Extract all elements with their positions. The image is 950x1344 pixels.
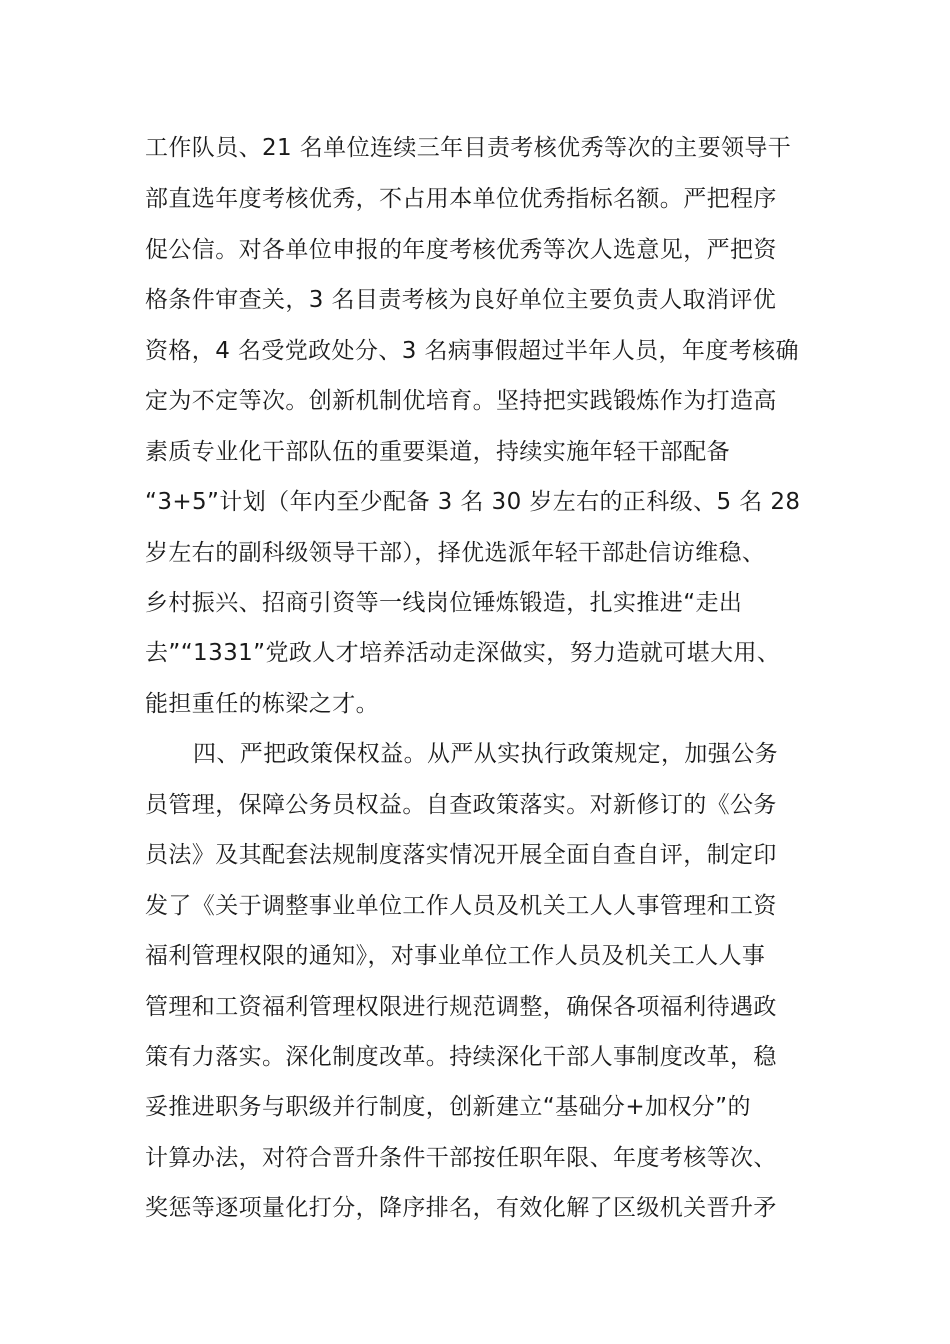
text-line-10: 乡村振兴、招商引资等一线岗位锤炼锻造，扎实推进“走出 — [145, 590, 743, 616]
text-line-18: 管理和工资福利管理权限进行规范调整，确保各项福利待遇政 — [145, 994, 777, 1020]
text-line-6: 定为不定等次。创新机制优培育。坚持把实践锻炼作为打造高 — [145, 388, 777, 414]
text-line-4: 格条件审查关，3 名目责考核为良好单位主要负责人取消评优 — [145, 287, 777, 313]
text-line-22: 奖惩等逐项量化打分，降序排名，有效化解了区级机关晋升矛 — [145, 1195, 777, 1221]
text-line-17: 福利管理权限的通知》，对事业单位工作人员及机关工人人事 — [145, 943, 766, 969]
text-line-7: 素质专业化干部队伍的重要渠道，持续实施年轻干部配备 — [145, 439, 730, 465]
text-line-16: 发了《关于调整事业单位工作人员及机关工人人事管理和工资 — [145, 893, 777, 919]
text-line-21: 计算办法，对符合晋升条件干部按任职年限、年度考核等次、 — [145, 1145, 777, 1171]
text-line-8: “3+5”计划（年内至少配备 3 名 30 岁左右的正科级、5 名 28 — [145, 489, 801, 515]
text-line-15: 员法》及其配套法规制度落实情况开展全面自查自评，制定印 — [145, 842, 777, 868]
text-line-5: 资格，4 名受党政处分、3 名病事假超过半年人员，年度考核确 — [145, 338, 799, 364]
text-line-11: 去”“1331”党政人才培养活动走深做实，努力造就可堪大用、 — [145, 640, 781, 666]
section-heading-line: 四、严把政策保权益。从严从实执行政策规定，加强公务 — [193, 741, 778, 767]
text-line-20: 妥推进职务与职级并行制度，创新建立“基础分+加权分”的 — [145, 1094, 751, 1120]
text-line-9: 岁左右的副科级领导干部），择优选派年轻干部赴信访维稳、 — [145, 540, 766, 566]
text-line-2: 部直选年度考核优秀，不占用本单位优秀指标名额。严把程序 — [145, 186, 777, 212]
text-line-12: 能担重任的栋梁之才。 — [145, 691, 379, 717]
text-line-1: 工作队员、21 名单位连续三年目责考核优秀等次的主要领导干 — [145, 135, 792, 161]
text-line-19: 策有力落实。深化制度改革。持续深化干部人事制度改革，稳 — [145, 1044, 777, 1070]
text-line-3: 促公信。对各单位申报的年度考核优秀等次人选意见，严把资 — [145, 237, 777, 263]
text-line-14: 员管理，保障公务员权益。自查政策落实。对新修订的《公务 — [145, 792, 777, 818]
